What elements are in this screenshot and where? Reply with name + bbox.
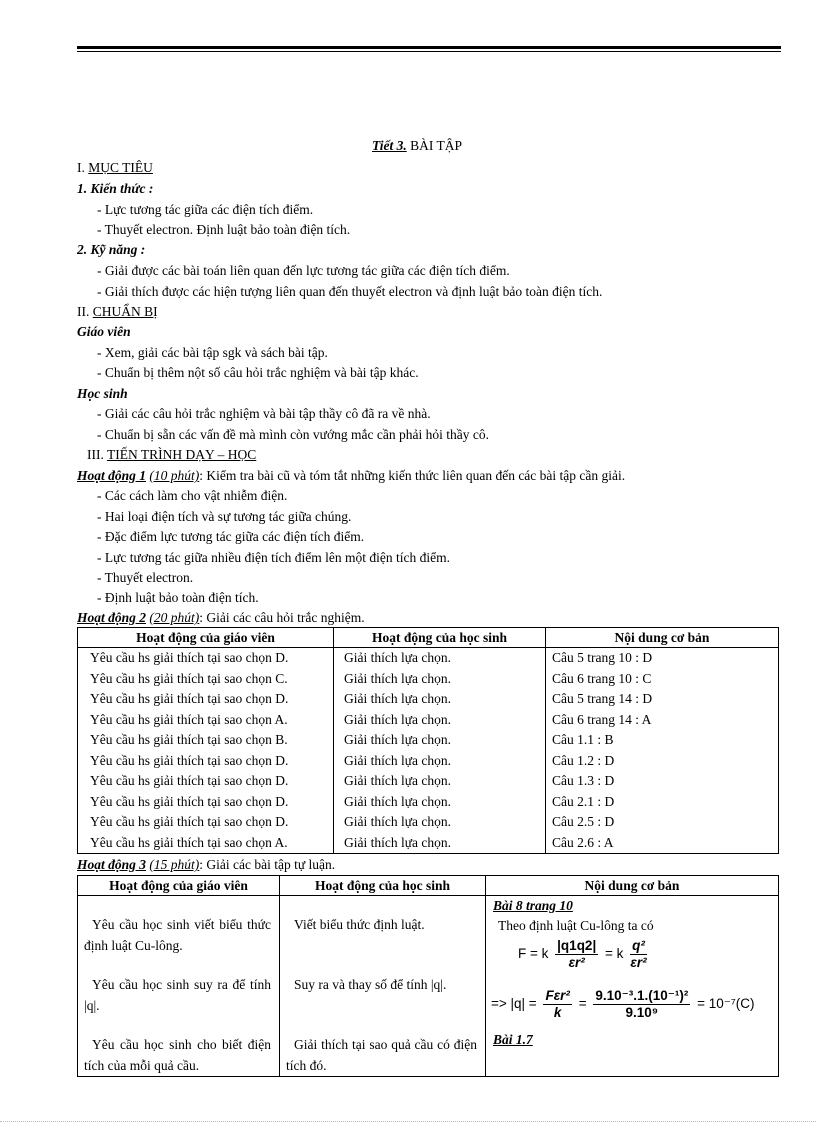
section-1-heading: [77, 160, 153, 176]
table-header-cell: Hoạt động của học sinh: [280, 876, 486, 896]
table-header-cell: Hoạt động của học sinh: [334, 628, 546, 648]
page-bottom-divider: [0, 1121, 816, 1122]
cell-line: Yêu cầu hs giải thích tại sao chọn D.: [90, 793, 289, 809]
list-item: - Giải được các bài toán liên quan đến lực tương tác giữa các điện tích điểm.: [97, 263, 510, 278]
table-row: [78, 648, 779, 854]
cell-line: Giải thích lựa chọn.: [344, 691, 452, 706]
student-activity-cell: [280, 896, 486, 1077]
list-item: - Đặc điểm lực tương tác giữa các điện tích điểm.: [97, 529, 365, 544]
exercise-title: Bài 1.7: [493, 1032, 533, 1047]
coulomb-formula: [518, 938, 650, 971]
fraction: [630, 938, 647, 971]
teacher-step: Yêu cầu học sinh suy ra để tính |q|.: [84, 977, 271, 1013]
activity-label: Hoạt động 3: [77, 857, 147, 872]
fraction-numerator: 9.10⁻³.1.(10⁻¹)²: [595, 988, 689, 1003]
cell-line: Giải thích lựa chọn.: [344, 773, 452, 788]
section-1-title: MỤC TIÊU: [88, 160, 153, 175]
fraction-numerator: |q1q2|: [557, 938, 597, 953]
cell-line: Yêu cầu hs giải thích tại sao chọn A.: [90, 711, 288, 727]
cell-line: Câu 2.6 : A: [552, 834, 614, 850]
cell-line: Giải thích lựa chọn.: [344, 732, 452, 747]
formula-equals: =: [578, 996, 587, 1012]
section-3-title: TIẾN TRÌNH DẠY – HỌC: [107, 447, 257, 462]
cell-line: Giải thích lựa chọn.: [344, 650, 452, 665]
fraction-numerator: q²: [632, 938, 645, 953]
cell-line: Yêu cầu hs giải thích tại sao chọn B.: [90, 732, 288, 747]
fraction-denominator: k: [553, 1005, 562, 1020]
table-header-cell: Nội dung cơ bản: [486, 876, 779, 896]
cell-line: Câu 6 trang 10 : C: [552, 670, 652, 686]
exercise-title: Bài 8 trang 10: [493, 898, 573, 913]
cell-line: Yêu cầu hs giải thích tại sao chọn D.: [90, 650, 289, 665]
cell-line: Giải thích lựa chọn.: [344, 814, 452, 829]
cell-line: Câu 6 trang 14 : A: [552, 711, 652, 727]
table-row: [78, 896, 779, 1077]
fraction-denominator: εr²: [630, 955, 647, 970]
subheading-knowledge: 1. Kiến thức :: [77, 181, 154, 196]
student-step: Viết biểu thức định luật.: [294, 917, 425, 932]
cell-line: Yêu cầu hs giải thích tại sao chọn D.: [90, 691, 289, 706]
lesson-title-text: BÀI TẬP: [410, 138, 463, 153]
activity-3-intro: [77, 857, 335, 873]
table-header-cell: Hoạt động của giáo viên: [78, 628, 334, 648]
exercise-text: Theo định luật Cu-lông ta có: [498, 918, 654, 933]
list-item: - Chuẩn bị sẵn các vấn đề mà mình còn vướng mắc cần phải hỏi thầy cô.: [97, 427, 489, 442]
table-header-cell: Hoạt động của giáo viên: [78, 876, 280, 896]
list-item: - Định luật bảo toàn điện tích.: [97, 590, 259, 605]
teacher-activity-cell: [78, 648, 334, 854]
cell-line: Giải thích lựa chọn.: [344, 793, 452, 809]
fraction-numerator: Fεr²: [545, 988, 570, 1003]
list-item: - Thuyết electron.: [97, 570, 194, 585]
list-item: - Chuẩn bị thêm nột số câu hỏi trắc nghiệm và bài tập khác.: [97, 365, 419, 380]
cell-line: Giải thích lựa chọn.: [344, 670, 452, 686]
section-1-number: I.: [77, 160, 85, 175]
lesson-number: Tiết 3.: [372, 138, 407, 153]
list-item: - Xem, giải các bài tập sgk và sách bài tập.: [97, 345, 328, 360]
fraction: [543, 988, 571, 1021]
activity-time: (10 phút): [149, 468, 200, 483]
table-header-cell: Nội dung cơ bản: [546, 628, 779, 648]
cell-line: Yêu cầu hs giải thích tại sao chọn A.: [90, 834, 288, 850]
cell-line: Giải thích lựa chọn.: [344, 711, 452, 727]
fraction-denominator: εr²: [568, 955, 585, 970]
cell-line: Giải thích lựa chọn.: [344, 752, 452, 768]
cell-line: Câu 2.1 : D: [552, 793, 615, 809]
cell-line: Câu 1.3 : D: [552, 773, 615, 788]
activity-time: (20 phút): [149, 610, 200, 625]
section-2-title: CHUẨN BỊ: [92, 304, 158, 319]
student-step: Suy ra và thay số để tính |q|.: [294, 977, 447, 992]
list-item: - Lực tương tác giữa nhiều điện tích điểm lên một điện tích điểm.: [97, 550, 450, 565]
cell-line: Câu 5 trang 14 : D: [552, 691, 653, 706]
activity-2-intro: [77, 610, 365, 626]
activity-time: (15 phút): [149, 857, 200, 872]
list-item: - Lực tương tác giữa các điện tích điểm.: [97, 202, 314, 217]
cell-line: Yêu cầu hs giải thích tại sao chọn D.: [90, 773, 289, 788]
fraction-denominator: 9.10⁹: [625, 1005, 659, 1020]
section-2-number: II.: [77, 304, 90, 319]
section-3-heading: [87, 447, 256, 463]
activity-1-intro: [77, 468, 625, 484]
content-cell: [486, 896, 779, 1077]
subheading-student: Học sinh: [77, 386, 128, 401]
formula-result: = 10⁻⁷(C): [697, 996, 755, 1012]
list-item: - Giải các câu hỏi trắc nghiệm và bài tập thầy cô đã ra về nhà.: [97, 406, 431, 421]
header-rule-thin: [77, 51, 781, 52]
cell-line: Câu 1.1 : B: [552, 732, 614, 747]
student-step: Giải thích tại sao quả cầu có điện tích đó.: [286, 1037, 477, 1073]
list-item: - Giải thích được các hiện tượng liên quan đến thuyết electron và định luật bảo toàn điện tích.: [97, 284, 603, 299]
activity-label: Hoạt động 2: [77, 610, 147, 625]
header-rule-thick: [77, 46, 781, 49]
activity-text: : Giải các câu hỏi trắc nghiệm.: [199, 610, 365, 625]
subheading-teacher: Giáo viên: [77, 324, 131, 339]
table-header-row: [78, 628, 779, 648]
formula-lhs: F = k: [518, 946, 549, 962]
teacher-step: Yêu cầu học sinh cho biết điện tích của mỗi quả cầu.: [84, 1037, 271, 1073]
fraction: [593, 988, 690, 1021]
multiple-choice-table: [77, 627, 779, 854]
cell-line: Câu 1.2 : D: [552, 752, 615, 768]
activity-text: : Giải các bài tập tự luận.: [199, 857, 336, 872]
teacher-activity-cell: [78, 896, 280, 1077]
charge-formula: [491, 988, 755, 1021]
cell-line: Yêu cầu hs giải thích tại sao chọn D.: [90, 752, 289, 768]
activity-label: Hoạt động 1: [77, 468, 147, 483]
student-activity-cell: [334, 648, 546, 854]
lesson-title: [372, 138, 462, 154]
subheading-skills: 2. Kỹ năng :: [77, 242, 146, 257]
table-header-row: [78, 876, 779, 896]
content-cell: [546, 648, 779, 854]
list-item: - Hai loại điện tích và sự tương tác giữa chúng.: [97, 509, 352, 524]
activity-text: : Kiểm tra bài cũ và tóm tắt những kiến thức liên quan đến các bài tập cần giải.: [199, 468, 626, 483]
formula-equals: = k: [605, 946, 624, 962]
cell-line: Giải thích lựa chọn.: [344, 834, 452, 850]
cell-line: Câu 5 trang 10 : D: [552, 650, 653, 665]
cell-line: Yêu cầu hs giải thích tại sao chọn D.: [90, 814, 289, 829]
teacher-step: Yêu cầu học sinh viết biểu thức định luật Cu-lông.: [84, 917, 271, 953]
list-item: - Các cách làm cho vật nhiễm điện.: [97, 488, 288, 503]
fraction: [555, 938, 598, 971]
list-item: - Thuyết electron. Định luật bảo toàn điện tích.: [97, 222, 351, 237]
section-3-number: III.: [87, 447, 104, 462]
cell-line: Yêu cầu hs giải thích tại sao chọn C.: [90, 670, 288, 686]
exercise-table: [77, 875, 779, 1077]
formula-lhs: => |q| =: [491, 996, 537, 1012]
cell-line: Câu 2.5 : D: [552, 814, 615, 829]
section-2-heading: [77, 304, 158, 320]
